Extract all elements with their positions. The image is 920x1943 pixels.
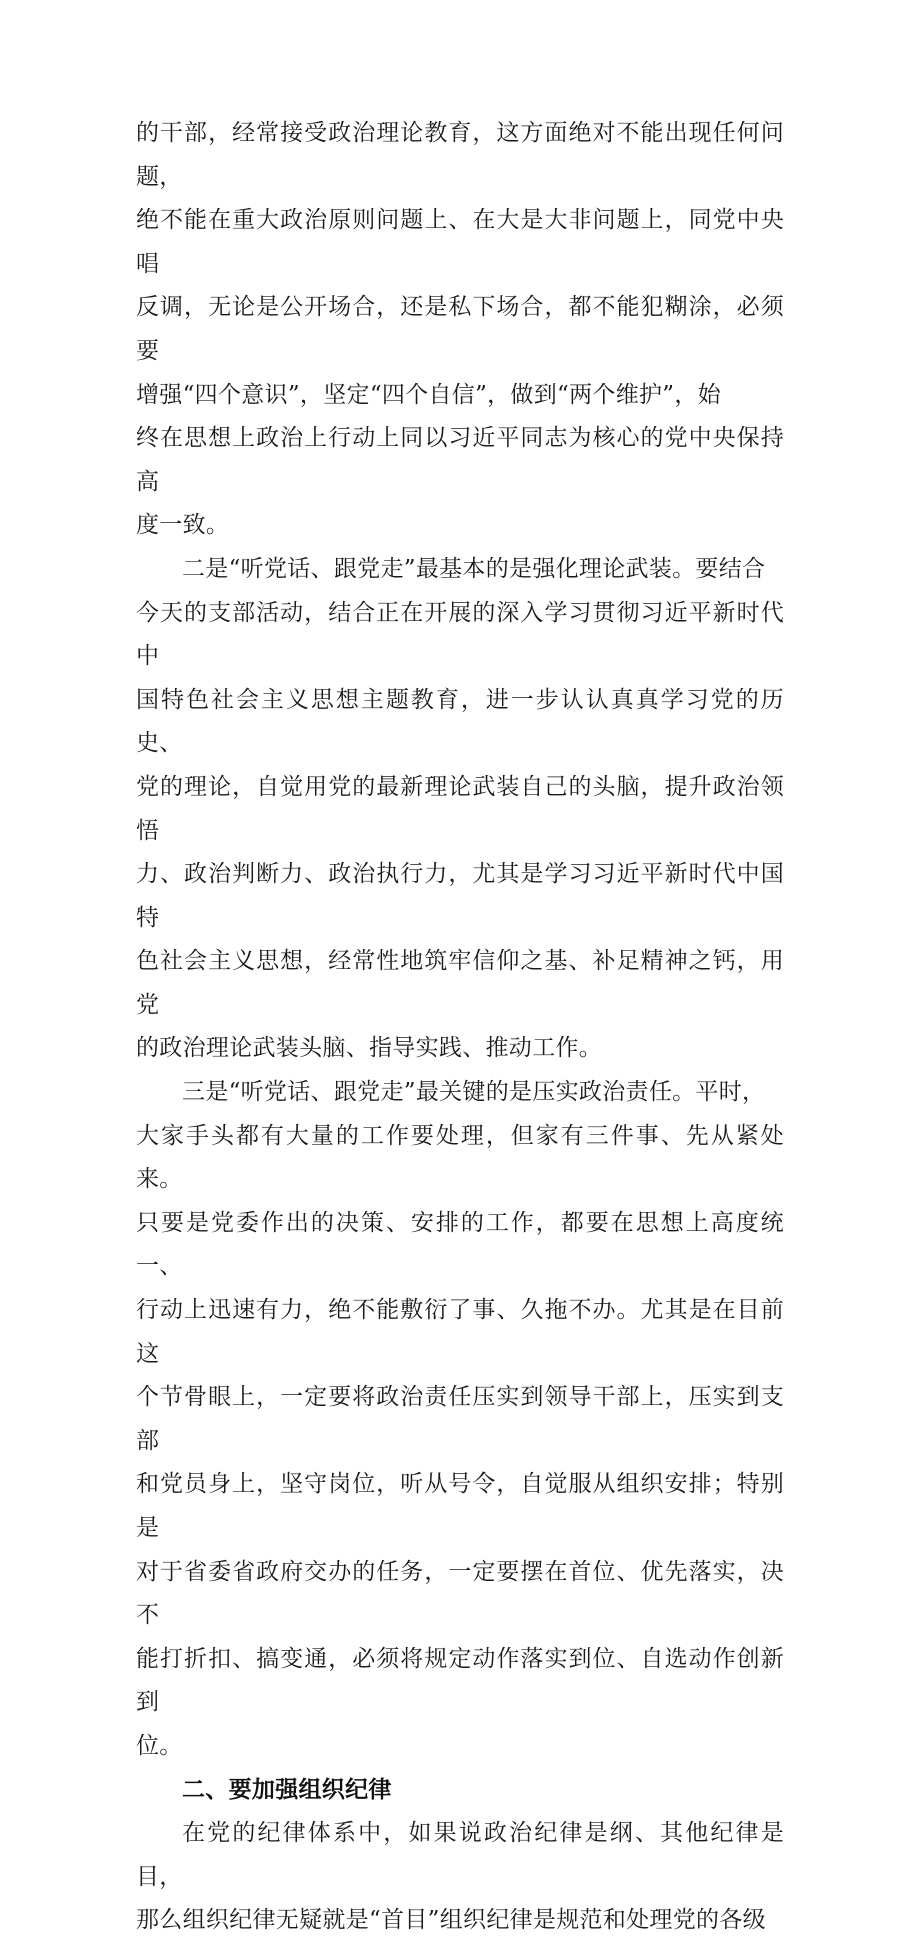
- paragraph-organizational-discipline: [136, 1812, 784, 1943]
- text-line: 度一致。: [136, 512, 230, 539]
- document-page: [136, 112, 784, 1943]
- text-line: 在党的纪律体系中，如果说政治纪律是纲、其他纪律是目，: [136, 1820, 784, 1890]
- text-line: 位。: [136, 1732, 183, 1759]
- text-line: 色社会主义思想，经常性地筑牢信仰之基、补足精神之钙，用党: [136, 948, 784, 1018]
- text-line: 的干部，经常接受政治理论教育，这方面绝对不能出现任何问题，: [136, 120, 784, 190]
- text-line: 三是“听党话、跟党走”最关键的是压实政治责任。平时，: [182, 1079, 766, 1106]
- text-line: 只要是党委作出的决策、安排的工作，都要在思想上高度统一、: [136, 1209, 784, 1280]
- text-line: 党的理论，自觉用党的最新理论武装自己的头脑，提升政治领悟: [136, 773, 784, 844]
- text-line: 对于省委省政府交办的任务，一定要摆在首位、优先落实，决不: [136, 1558, 784, 1629]
- text-line: 增强“四个意识”，坚定“四个自信”，做到“两个维护”，始: [136, 381, 721, 408]
- paragraph-political-discipline-continued: [136, 112, 784, 548]
- text-line: 能打折扣、搞变通，必须将规定动作落实到位、自选动作创新到: [136, 1645, 784, 1716]
- text-line: 行动上迅速有力，绝不能敷衍了事、久拖不办。尤其是在目前这: [136, 1297, 784, 1367]
- text-line: 那么组织纪律无疑就是“首目”组织纪律是规范和处理党的各级: [136, 1907, 766, 1934]
- text-line: 终在思想上政治上行动上同以习近平同志为核心的党中央保持高: [136, 425, 784, 495]
- text-line: 的政治理论武装头脑、指导实践、推动工作。: [136, 1035, 602, 1062]
- text-line: 力、政治判断力、政治执行力，尤其是学习习近平新时代中国特: [136, 861, 784, 931]
- paragraph-theory-armament: [136, 548, 784, 1071]
- text-line: 和党员身上，坚守岗位，听从号令，自觉服从组织安排；特别是: [136, 1471, 784, 1541]
- section-heading: 二、要加强组织纪律: [182, 1776, 392, 1803]
- text-line: 绝不能在重大政治原则问题上、在大是大非问题上，同党中央唱: [136, 207, 784, 277]
- text-line: 反调，无论是公开场合，还是私下场合，都不能犯糊涂，必须要: [136, 294, 784, 364]
- paragraph-political-responsibility: [136, 1071, 784, 1769]
- text-line: 大家手头都有大量的工作要处理，但家有三件事、先从紧处来。: [136, 1122, 784, 1193]
- text-line: 个节骨眼上，一定要将政治责任压实到领导干部上，压实到支部: [136, 1384, 784, 1454]
- text-line: 二是“听党话、跟党走”最基本的是强化理论武装。要结合: [182, 555, 766, 582]
- text-line: 国特色社会主义思想主题教育，进一步认认真真学习党的历史、: [136, 686, 784, 757]
- text-line: 今天的支部活动，结合正在开展的深入学习贯彻习近平新时代中: [136, 599, 784, 670]
